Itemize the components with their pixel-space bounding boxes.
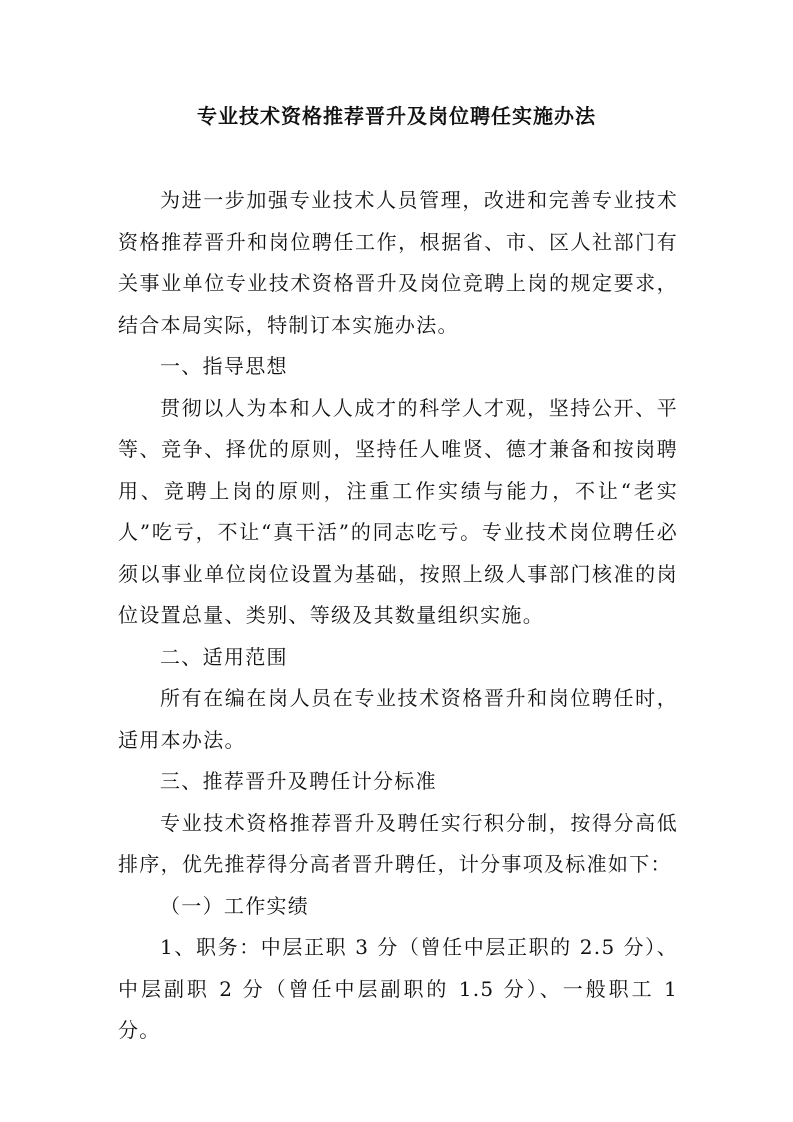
- section-heading-guiding-ideology: 一、指导思想: [160, 354, 288, 378]
- subsection-heading-work-performance: （一）工作实绩: [160, 893, 310, 918]
- scoring-standard-paragraph: 专业技术资格推荐晋升及聘任实行积分制，按得分高低排序，优先推荐得分高者晋升聘任，计分事项及标准如下：: [118, 810, 678, 876]
- position-scoring-paragraph: 1、职务：中层正职 3 分（曾任中层正职的 2.5 分）、中层副职 2 分（曾任中层副职的 1.5 分）、一般职工 1 分。: [118, 935, 678, 1042]
- guiding-ideology-paragraph: 贯彻以人为本和人人成才的科学人才观，坚持公开、平等、竞争、择优的原则，坚持任人唯贤、德才兼备和按岗聘用、竞聘上岗的原则，注重工作实绩与能力，不让“老实人”吃亏，不让“真干活”的同志吃亏。专业技术岗位聘任必须以事业单位岗位设置为基础，按照上级人事部门核准的岗位设置总量、类别、等级及其数量组织实施。: [118, 395, 678, 627]
- section-heading-scoring-standard: 三、推荐晋升及聘任计分标准: [160, 769, 437, 793]
- scope-paragraph: 所有在编在岗人员在专业技术资格晋升和岗位聘任时，适用本办法。: [118, 686, 678, 752]
- intro-paragraph: 为进一步加强专业技术人员管理，改进和完善专业技术资格推荐晋升和岗位聘任工作，根据省、市、区人社部门有关事业单位专业技术资格晋升及岗位竞聘上岗的规定要求，结合本局实际，特制订本实施办法。: [118, 188, 678, 337]
- document-title: 专业技术资格推荐晋升及岗位聘任实施办法: [197, 104, 596, 128]
- section-heading-scope: 二、适用范围: [160, 644, 288, 669]
- document-body: [118, 180, 678, 1052]
